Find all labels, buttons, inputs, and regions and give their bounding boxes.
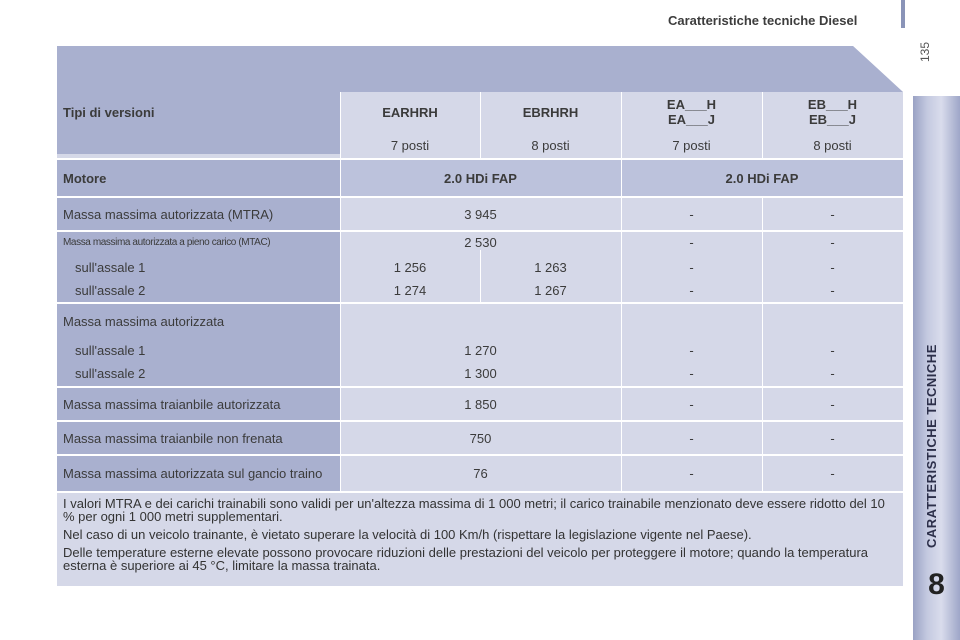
towable-value: -: [830, 396, 835, 412]
mtra-value: -: [689, 206, 694, 222]
unbraked-value: -: [830, 430, 835, 446]
engine-label: Motore: [63, 170, 107, 186]
mtac-axle2-value: 1 267: [534, 282, 567, 298]
mtac-value: -: [689, 234, 694, 250]
panel-header-band: [57, 46, 903, 92]
mma-axle1-value: 1 270: [464, 342, 497, 358]
notes-block: [63, 497, 898, 577]
hitch-label: Massa massima autorizzata sul gancio traino: [63, 466, 323, 481]
engine-value: 2.0 HDi FAP: [725, 170, 799, 186]
mma-axle1-value: -: [689, 342, 694, 358]
seats-cell: 7 posti: [672, 137, 711, 153]
unbraked-value: 750: [469, 430, 492, 446]
row-divider: [57, 491, 903, 493]
mtac-axle2-value: -: [689, 282, 694, 298]
mtac-axle1-value: 1 256: [393, 259, 427, 275]
note-paragraph: Delle temperature esterne elevate possono provocare riduzioni delle prestazioni del veicolo per proteggere il motore; quando la temperatura esterna è superiore ai 45 °C, limitare la massa trainata.: [63, 545, 869, 573]
mma-axle2-label: sull'assale 2: [75, 365, 146, 381]
mtac-axle1-label: sull'assale 1: [75, 259, 146, 275]
section-title: Caratteristiche tecniche Diesel: [668, 13, 858, 28]
mtac-axle1-value: -: [830, 259, 835, 275]
version-eb: EB___H EB___J: [807, 97, 858, 127]
version-ea: EA___H EA___J: [666, 97, 717, 127]
mma-axle1-value: -: [830, 342, 835, 358]
unbraked-label: Massa massima traianbile non frenata: [63, 430, 283, 446]
hitch-value: -: [689, 466, 694, 481]
mtra-value: -: [830, 206, 835, 222]
mtac-axle2-value: -: [830, 282, 835, 298]
seats-cell: 7 posti: [390, 137, 430, 153]
hitch-value: -: [830, 466, 835, 481]
towable-value: -: [689, 396, 694, 412]
row-divider: [57, 302, 903, 304]
mtac-value: -: [830, 234, 835, 250]
towable-label: Massa massima traianbile autorizzata: [63, 396, 281, 412]
mtra-value: 3 945: [464, 206, 497, 222]
note-paragraph: Nel caso di un veicolo trainante, è vietato superare la velocità di 100 Km/h (rispettare la legislazione vigente nel Paese).: [63, 527, 752, 542]
mtac-axle1-value: 1 263: [534, 259, 567, 275]
mtac-axle2-label: sull'assale 2: [75, 282, 146, 298]
versions-label: Tipi di versioni: [63, 104, 155, 120]
mma-axle1-label: sull'assale 1: [75, 342, 146, 358]
mtac-label: Massa massima autorizzata a pieno carico (MTAC): [63, 236, 271, 248]
chapter-number: 8: [928, 568, 945, 601]
version-earhrh: EARHRH: [382, 104, 438, 120]
mma-axle2-value: -: [689, 365, 694, 381]
version-ebrhrh: EBRHRH: [522, 104, 579, 120]
chapter-label: CARATTERISTICHE TECNICHE: [924, 344, 939, 548]
mma-label: Massa massima autorizzata: [63, 313, 225, 329]
page-number: 135: [918, 41, 932, 62]
hitch-value: 76: [473, 466, 488, 481]
engine-value: 2.0 HDi FAP: [444, 170, 517, 186]
mma-axle2-value: 1 300: [464, 365, 497, 381]
mtac-value: 2 530: [464, 234, 497, 250]
mtra-label: Massa massima autorizzata (MTRA): [63, 206, 274, 222]
mma-axle2-value: -: [830, 365, 835, 381]
header-divider: [901, 0, 905, 28]
mtac-axle1-value: -: [689, 259, 694, 275]
mtac-axle2-value: 1 274: [393, 282, 427, 298]
seats-cell: 8 posti: [531, 137, 570, 153]
unbraked-value: -: [689, 430, 694, 446]
seats-cell: 8 posti: [813, 137, 852, 153]
towable-value: 1 850: [464, 396, 497, 412]
note-paragraph: I valori MTRA e dei carichi trainabili sono validi per un'altezza massima di 1 000 metri; il carico trainabile menzionato deve essere ridotto del 10 % per ogni 1 000 metri supplementari.: [63, 496, 885, 524]
